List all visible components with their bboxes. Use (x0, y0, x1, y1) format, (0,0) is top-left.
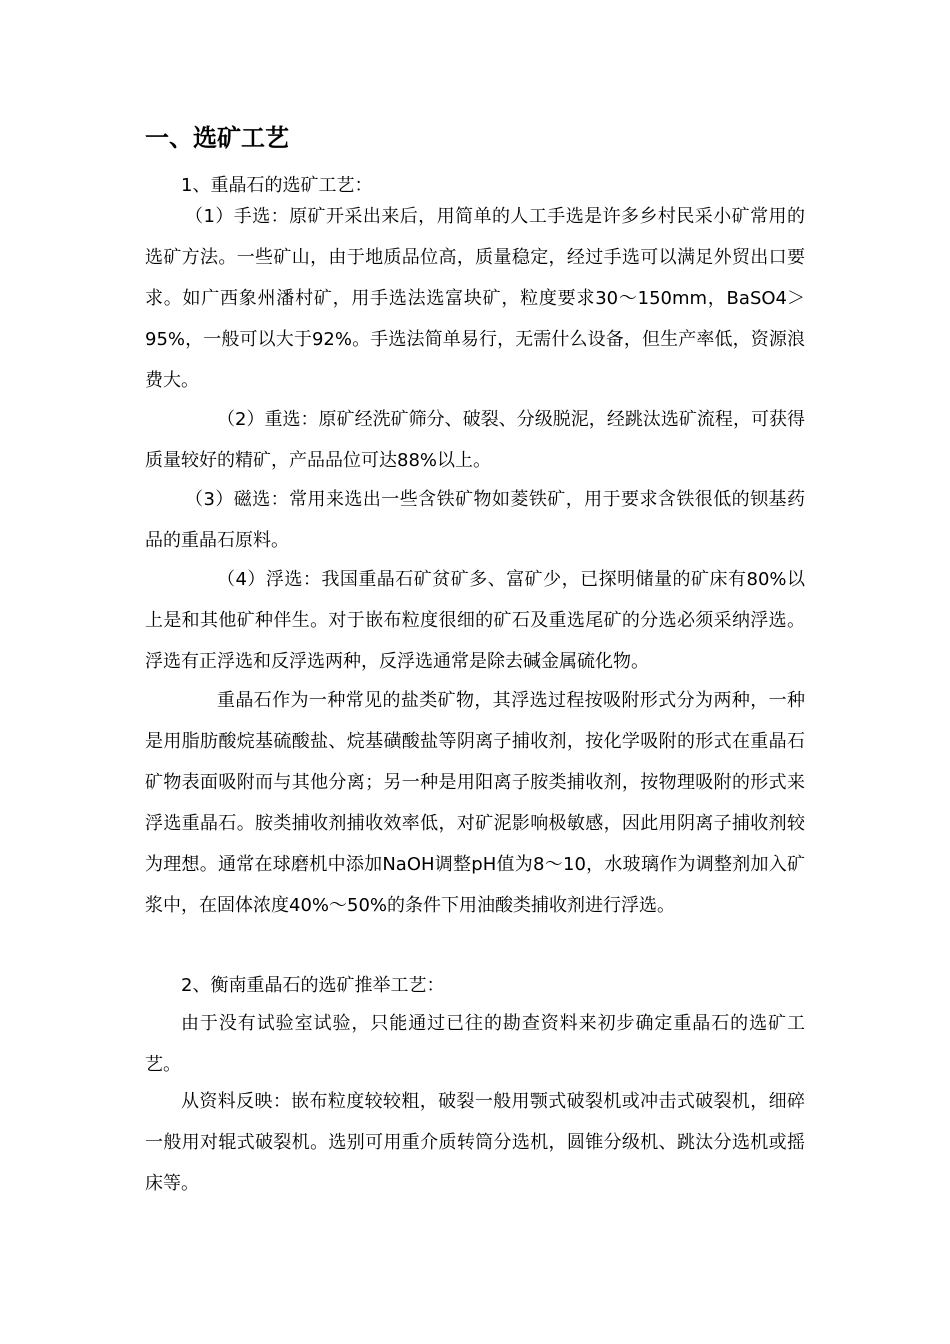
paragraph-hand-selection: （1）手选：原矿开采出来后，用简单的人工手选是许多乡村民采小矿常用的选矿方法。一些矿山，由于地质品位高，质量稳定，经过手选可以满足外贸出口要求。如广西象州潘村矿，用手选法选富块矿，粒度要求30～150mm，BaSO4＞95%，一般可以大于92%。手选法简单易行，无需什么设备，但生产率低，资源浪费大。 (145, 206, 805, 391)
paragraph-gravity-separation: （2）重选：原矿经洗矿筛分、破裂、分级脱泥，经跳汰选矿流程，可获得质量较好的精矿，产品品位可达88%以上。 (145, 409, 805, 471)
paragraph-flotation-detail: 重晶石作为一种常见的盐类矿物，其浮选过程按吸附形式分为两种，一种是用脂肪酸烷基硫酸盐、烷基磺酸盐等阴离子捕收剂，按化学吸附的形式在重晶石矿物表面吸附而与其他分离；另一种是用阳离子胺类捕收剂，按物理吸附的形式来浮选重晶石。胺类捕收剂捕收效率低，对矿泥影响极敏感，因此用阴离子捕收剂较为理想。通常在球磨机中添加NaOH调整pH值为8～10，水玻璃作为调整剂加入矿浆中，在固体浓度40%～50%的条件下用油酸类捕收剂进行浮选。 (145, 690, 805, 916)
section-title-2: 2、衡南重晶石的选矿推举工艺： (181, 975, 445, 996)
section-title-1: 1、重晶石的选矿工艺： (181, 175, 373, 196)
paragraph-no-lab-test: 由于没有试验室试验，只能通过已往的勘查资料来初步确定重晶石的选矿工艺。 (145, 1013, 805, 1075)
paragraph-magnetic-separation: （3）磁选：常用来选出一些含铁矿物如菱铁矿，用于要求含铁很低的钡基药品的重晶石原料。 (145, 489, 805, 551)
paragraph-data-reflection: 从资料反映：嵌布粒度较较粗，破裂一般用颚式破裂机或冲击式破裂机，细碎一般用对辊式破裂机。选别可用重介质转筒分选机，圆锥分级机、跳汰分选机或摇床等。 (145, 1091, 805, 1194)
paragraph-flotation: （4）浮选：我国重晶石矿贫矿多、富矿少，已探明储量的矿床有80%以上是和其他矿种伴生。对于嵌布粒度很细的矿石及重选尾矿的分选必须采纳浮选。浮选有正浮选和反浮选两种，反浮选通常是除去碱金属硫化物。 (145, 569, 805, 672)
document-heading: 一、选矿工艺 (145, 124, 289, 152)
